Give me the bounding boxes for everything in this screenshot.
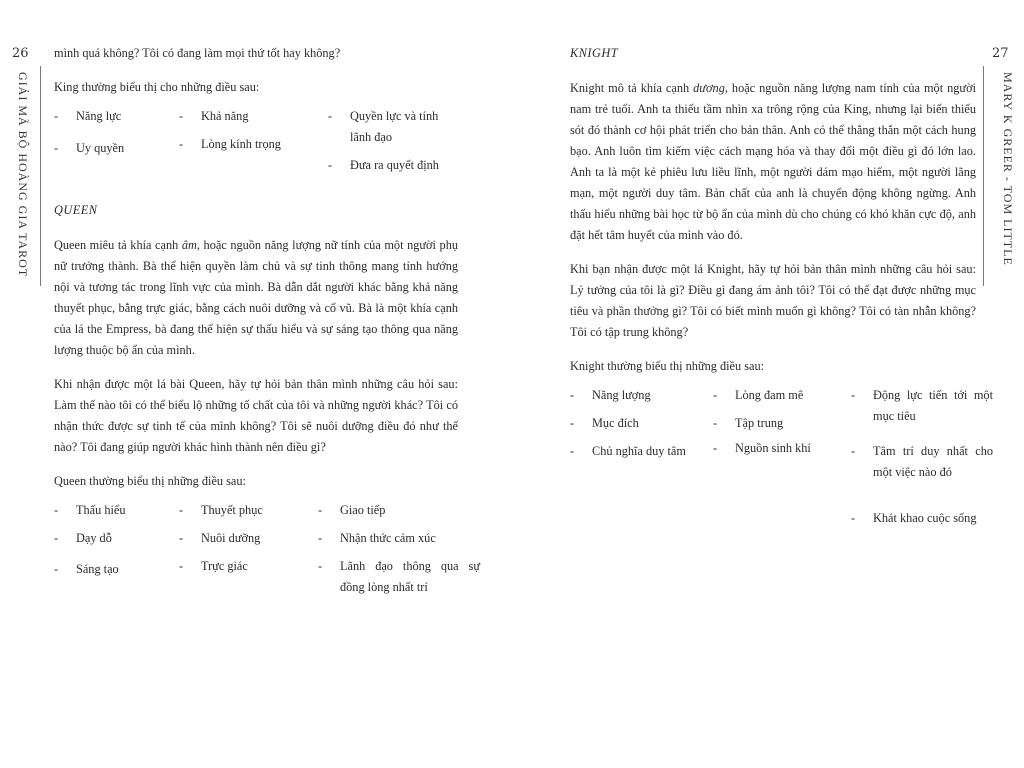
list-item: - Khát khao cuộc sống xyxy=(851,511,977,525)
list-item: - Sáng tạo xyxy=(54,562,119,576)
list-item: - Lãnh đạo thông qua sự đồng lòng nhất trí xyxy=(318,559,480,594)
list-item: - Tâm trí duy nhất cho một việc nào đó xyxy=(851,444,993,479)
continued-line: mình quá không? Tôi có đang làm mọi thứ tốt hay không? xyxy=(54,46,341,60)
knight-heading: KNIGHT xyxy=(570,46,619,60)
list-item: - Thấu hiểu xyxy=(54,503,126,517)
list-item: - Quyền lực và tính lãnh đạo xyxy=(328,109,439,144)
list-item: - Thuyết phục xyxy=(179,503,263,517)
right-page xyxy=(512,0,1024,768)
page-number: 26 xyxy=(12,46,29,61)
page-content xyxy=(54,43,480,594)
margin-rule xyxy=(983,66,984,286)
knight-description: Knight mô tả khía cạnh dương, hoặc nguồn năng lượng nam tính của một người nam trẻ tuổi. Anh ta thiếu tầm nhìn xa trông rộng của King, nhưng lại biến thiếu sót đó thành cơ hội phát triển cho bản thân. Anh có thể thẳng thắn một cách hung bạo. Anh luôn tìm kiếm việc cách mạng hóa và thay đổi một điều gì đó lớn lao. Anh ta là một kẻ phiêu lưu liều lĩnh, một người dám mạo hiểm, một người lãng mạn, một người duy tâm. Bản chất của anh là chuyển động không ngừng. Anh thấu hiểu những bài học từ bộ ẩn của mình dù cho chúng có khó khăn cực độ, anh đặt hết tâm huyết của mình vào đó. xyxy=(570,81,976,242)
list-item: - Lòng đam mê xyxy=(713,388,804,402)
king-attributes-list xyxy=(54,106,458,178)
list-item: - Năng lượng xyxy=(570,388,651,402)
knight-questions: Khi bạn nhận được một lá Knight, hãy tự hỏi bản thân mình những câu hỏi sau: Lý tưởng của tôi là gì? Điều gì đang ám ảnh tôi? Tôi có thể đạt được những mục tiêu và phần thưởng gì? Tôi có biết mình muốn gì không? Tôi có tàn nhẫn không? Tôi có tập trung không? xyxy=(570,262,976,339)
list-item: - Đưa ra quyết định xyxy=(328,158,439,172)
list-item: - Giao tiếp xyxy=(318,503,386,517)
list-item: - Lòng kính trọng xyxy=(179,137,281,151)
list-item: - Nhận thức cảm xúc xyxy=(318,531,436,545)
list-item: - Dạy dỗ xyxy=(54,531,112,545)
margin-rule xyxy=(40,66,41,286)
queen-attributes-list xyxy=(54,500,480,594)
list-item: - Trực giác xyxy=(179,559,248,573)
list-item: - Động lực tiến tới một mục tiêu xyxy=(851,388,993,423)
king-list-intro: King thường biểu thị cho những điều sau: xyxy=(54,80,260,94)
queen-description: Queen miêu tả khía cạnh âm, hoặc nguồn năng lượng nữ tính của một người phụ nữ trưởng thành. Bà thể hiện quyền làm chủ và sự tinh thông mang tính hướng nội và tương tác trong lĩnh vực của mình. Bà dẫn dắt người khác bằng khả năng thuyết phục, bằng trực giác, bằng cách nuôi dưỡng và cổ vũ. Bà là một khía cạnh của lá the Empress, bà đang thể hiện sự thấu hiểu và sự sáng tạo thông qua năng lượng thuộc bộ ẩn của mình. xyxy=(54,238,458,357)
list-item: - Khả năng xyxy=(179,109,249,123)
queen-questions: Khi nhận được một lá bài Queen, hãy tự hỏi bản thân mình những câu hỏi sau: Làm thế nào tôi có thể biểu lộ những tố chất của tôi và những người khác? Tôi có nhận thức được sự tinh tế của mình không? Tôi sẽ nuôi dưỡng điều đó như thế nào? Tôi đang giúp người khác hình thành nên điều gì? xyxy=(54,377,458,454)
list-item: - Mục đích xyxy=(570,416,639,430)
running-title: GIẢI MÃ BỘ HOÀNG GIA TAROT xyxy=(16,72,30,278)
queen-list-intro: Queen thường biểu thị những điều sau: xyxy=(54,474,246,488)
page-number: 27 xyxy=(992,46,1009,61)
list-item: - Nuôi dưỡng xyxy=(179,531,261,545)
running-title: MARY K GREER - TOM LITTLE xyxy=(1001,72,1015,266)
list-item: - Uy quyền xyxy=(54,141,125,155)
list-item: - Chủ nghĩa duy tâm xyxy=(570,444,686,458)
list-item: - Năng lực xyxy=(54,109,122,123)
page-content xyxy=(570,43,993,545)
queen-heading: QUEEN xyxy=(54,203,98,217)
list-item: - Nguồn sinh khí xyxy=(713,441,811,455)
knight-list-intro: Knight thường biểu thị những điều sau: xyxy=(570,359,765,373)
list-item: - Tập trung xyxy=(713,416,784,430)
knight-attributes-list xyxy=(570,385,993,545)
